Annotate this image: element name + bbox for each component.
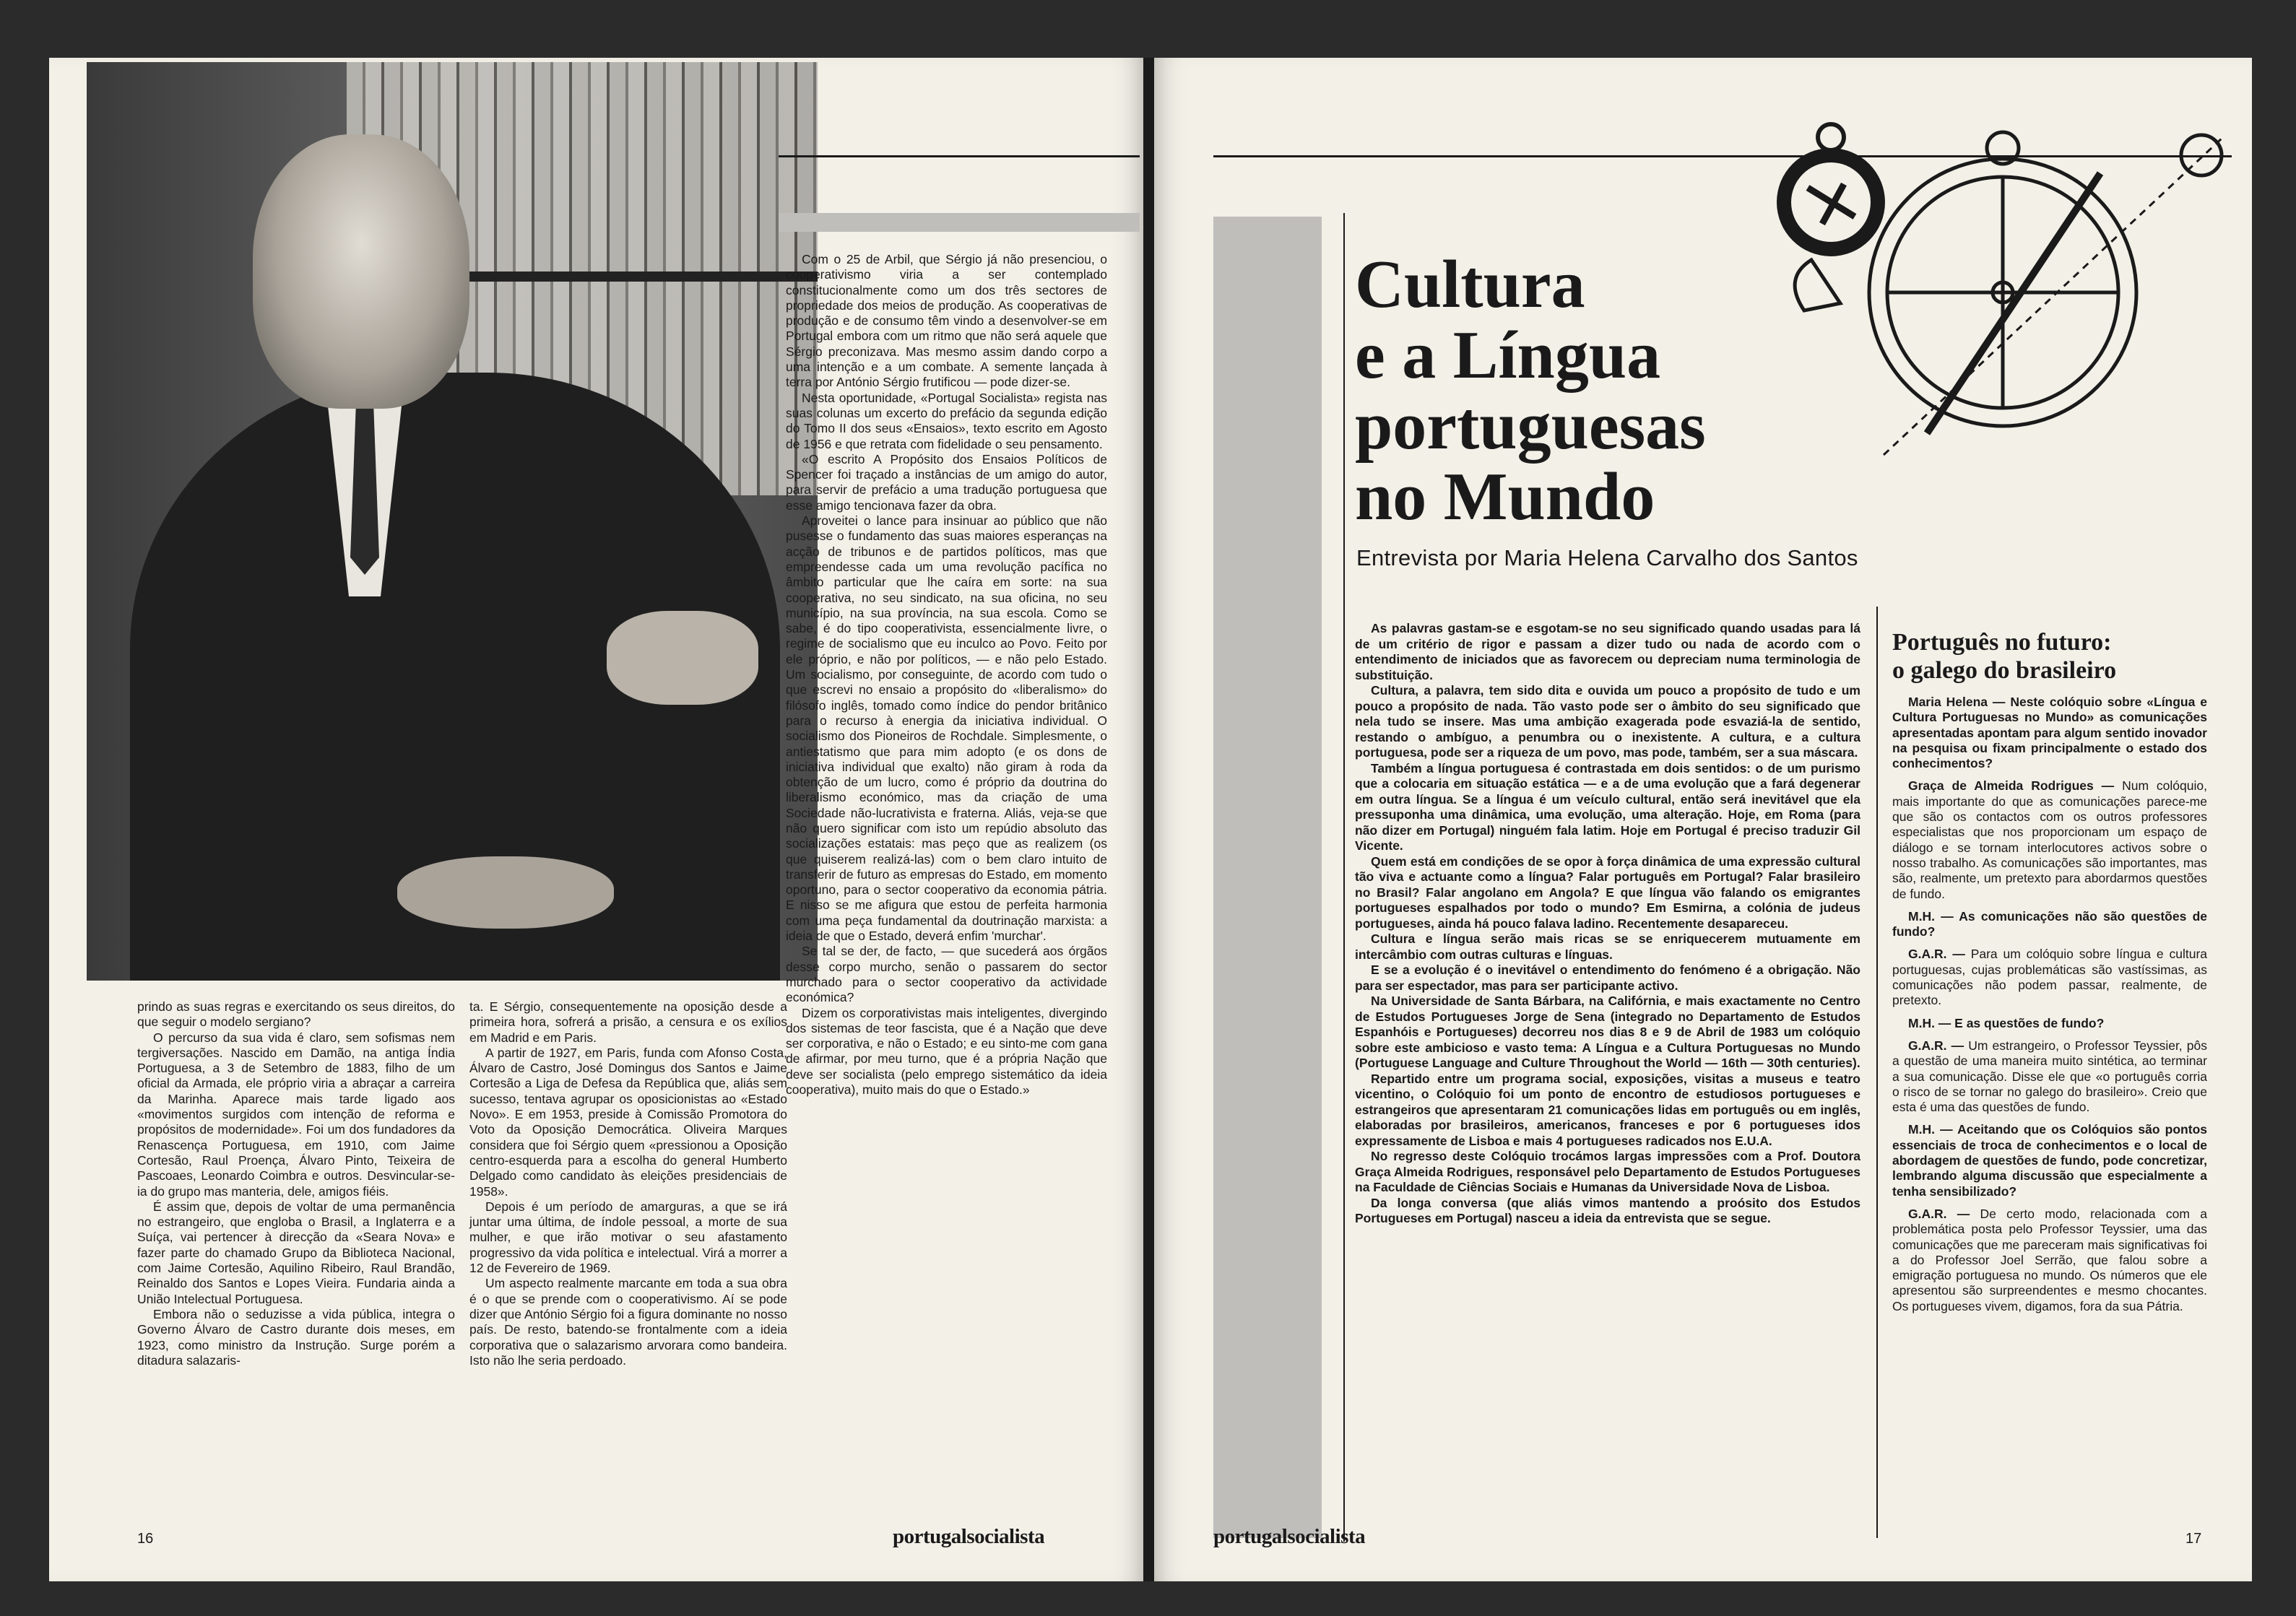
page-number: 17 xyxy=(2185,1531,2202,1547)
paragraph: E se a evolução é o inevitável o entendimento do fenómeno é a obrigação. Não para ser espectador, mas para ser participante activo. xyxy=(1355,963,1860,993)
paragraph: Dizem os corporativistas mais inteligentes, divergindo dos sistemas de teor fascista, que é a Nação que deve ser corporativa, e não o Estado; e eu sinto-me com gana de afirmar, por meu turno, que é a própria Nação que deve ser socialista (pelo emprego sistemático da ideia cooperativa), muito mais do que o Estado.» xyxy=(786,1005,1107,1098)
interview-paragraph xyxy=(1892,1038,2207,1115)
speaker-text: M.H. — Aceitando que os Colóquios são pontos essenciais de troca de conhecimentos e o local de abordagem de questões de fundo, pode concretizar, lembrando alguma discussão que especialmente a tenha sensibilizado? xyxy=(1892,1122,2207,1199)
divider-line xyxy=(1343,213,1345,1542)
left-page xyxy=(49,58,1143,1581)
page-number: 16 xyxy=(137,1531,154,1547)
paragraph: Com o 25 de Arbil, que Sérgio já não presenciou, o cooperativismo viria a ser contemplado constitucionalmente como um dos três sectores de propriedade dos meios de produção. As cooperativas de produção e de consumo têm vindo a desenvolver-se em Portugal embora com um ritmo que não será aquele que Sérgio preconizava. Mas mesmo assim dando corpo a uma intenção e a um combate. A semente lançada à terra por António Sérgio frutificou — pode dizer-se. xyxy=(786,252,1107,390)
binding-gutter xyxy=(1143,58,1154,1581)
main-column xyxy=(1355,621,1860,1227)
article-title xyxy=(1355,249,1706,532)
byline: Entrevista por Maria Helena Carvalho dos Santos xyxy=(1356,545,1858,570)
paragraph: prindo as suas regras e exercitando os seus direitos, do que seguir o modelo sergiano? xyxy=(137,999,455,1030)
title-line: Cultura xyxy=(1355,247,1585,322)
answer-text: Num colóquio, mais importante do que as comunicações parece-me que são os contactos com os outros professores especialistas que nos proporcionam um espaço de diálogo e se tornam interlocutores activos sobre o nosso trabalho. As comunicações são importantes, mas são, realmente, um pretexto para abordarmos questões de fundo. xyxy=(1892,778,2207,901)
interview-paragraph xyxy=(1892,1122,2207,1199)
left-column-1 xyxy=(137,999,455,1368)
speaker-text: M.H. — E as questões de fundo? xyxy=(1908,1015,2105,1030)
paragraph: No regresso deste Colóquio trocámos largas impressões com a Prof. Doutora Graça Almeida Rodrigues, responsável pelo Departamento de Estudos Portugueses na Faculdade de Ciências Sociais e Humanas da Universidade Nova de Lisboa. xyxy=(1355,1149,1860,1194)
speaker-text: G.A.R. — xyxy=(1908,1206,1970,1221)
interview-paragraph xyxy=(1892,1016,2207,1031)
paragraph: Aproveitei o lance para insinuar ao público que não pusesse o fundamento das suas maiores esperanças na acção de tribunos e de partidos políticos, mas que empreendesse cada um uma revolução pacífica no âmbito particular que lhe caíra em sorte: na sua cooperativa, no seu sindicato, na sua oficina, no seu município, na sua província, na sua escola. Como se sabe, é do tipo cooperativista, essencialmente livre, o regime de socialismo que eu inculco ao Povo. Feito por ele próprio, e não por políticos, — e não pelo Estado. Um socialismo, por conseguinte, de acordo com tudo o que escrevi no ensaio a propósito do «liberalismo» do filósofo inglês, tomado como índice do pendor britânico para o recurso à energia da iniciativa individual. O socialismo dos Pioneiros de Rochdale. Simplesmente, o antiestatismo que para mim adopto (e os dons de iniciativa individual que exalto) não giram à roda da obtenção de um lucro, como é próprio da doutrina do liberalismo económico, mas da criação de uma Sociedade não-lucrativista e fraterna. Aliás, veja-se que não quero significar com isto um repúdio absoluto das socializações estatais: mas peço que as realizem (os que quiserem realizá-las) com o bem claro intuito de transferir de futuro as empresas do Estado, em momento oportuno, para o sector cooperativo da economia pátria. E nisso se me afigura que estou de perfeita harmonia com uma peça fundamental da doutrinação marxista: a ideia de que o Estado, deverá enfim 'murchar'. xyxy=(786,513,1107,944)
gray-side-bar xyxy=(1213,217,1322,1538)
interview-paragraph xyxy=(1892,695,2207,771)
speaker-text: G.A.R. — xyxy=(1908,1038,1964,1053)
paragraph: Cultura, a palavra, tem sido dita e ouvida um pouco a propósito de tudo e um pouco a propósito de nada. Tão vasto pode ser o âmbito do seu significado que nela tudo se insere. Mas uma ambição exagerada pode esvaziá-la de sentido, restando o ambíguo, a penumbra ou o inexistente. A cultura, e a cultura portuguesa, pode ser a riqueza de um povo, mas pode, também, ser a sua máscara. xyxy=(1355,683,1860,760)
interview-paragraph xyxy=(1892,909,2207,940)
paragraph: As palavras gastam-se e esgotam-se no seu significado quando usadas para lá de um critério de rigor e passam a dizer tudo ou nada de acordo com o entendimento de iniciados que as favorecem ou depreciam numa terminologia de substituição. xyxy=(1355,621,1860,682)
interview-paragraph xyxy=(1892,1207,2207,1314)
paragraph: O percurso da sua vida é claro, sem sofismas nem tergiversações. Nascido em Damão, na antiga Índia Portuguesa, a 3 de Setembro de 1883, filho de um oficial da Armada, ele próprio viria a abraçar a carreira da Marinha. Aparece mais tarde ligado aos «movimentos surgidos com intenção de reforma e propósitos de modernidade». Foi um dos fundadores da Renascença Portuguesa, em 1910, com Jaime Cortesão, Raul Proença, Álvaro Pinto, Teixeira de Pascoaes, Leonardo Coimbra e outros. Desvincular-se-ia do grupo mas manteria, dele, amigos fiéis. xyxy=(137,1030,455,1199)
paragraph: Um aspecto realmente marcante em toda a sua obra é o que se prende com o cooperativismo. Aí se pode dizer que António Sérgio foi a figura dominante no nosso país. De resto, batendo-se frontalmente com a ideia corporativa que o salazarismo arvorara como bandeira. Isto não lhe seria perdoado. xyxy=(469,1276,787,1368)
paragraph: Depois é um período de amarguras, a que se irá juntar uma última, de índole pessoal, a morte de sua mulher, e que irão motivar o seu afastamento progressivo da vida política e intelectual. Virá a morrer a 12 de Fevereiro de 1969. xyxy=(469,1199,787,1276)
paragraph: Também a língua portuguesa é contrastada em dois sentidos: o de um purismo que a colocaria em situação estática — e a de uma evolução que a fará degenerar em outra língua. Se a língua é um veículo cultural, então será inevitável que ela pressuponha uma dinâmica, uma evolução, uma alteração. Hoje, em Roma (para não dizer em Portugal) ninguém fala latim. Hoje em Portugal é preciso traduzir Gil Vicente. xyxy=(1355,760,1860,853)
side-heading xyxy=(1892,628,2116,685)
left-column-2 xyxy=(469,999,787,1368)
title-line: no Mundo xyxy=(1355,459,1655,534)
interview-column xyxy=(1892,695,2207,1321)
astrolabe-illustration xyxy=(1754,116,2252,578)
answer-text: Um estrangeiro, o Professor Teyssier, pôs a questão de uma maneira muito sintética, ao terminar a sua comunicação. Disse ele que «o português corria o risco de se tornar no galego do brasileiro». Creio que esta é uma das questões de fundo. xyxy=(1892,1038,2207,1115)
speaker-text: Maria Helena — Neste colóquio sobre «Língua e Cultura Portuguesas no Mundo» as comunicações apresentadas apontam para algum sentido inovador na pesquisa ou fixam principalmente o estado dos conhecimentos? xyxy=(1892,695,2207,771)
paragraph: «O escrito A Propósito dos Ensaios Políticos de Spencer foi traçado a instâncias de um amigo do autor, para servir de prefácio a uma tradução portuguesa que esse amigo tencionava fazer da obra. xyxy=(786,451,1107,513)
paragraph: Repartido entre um programa social, exposições, visitas a museus e teatro vicentino, o Colóquio foi um ponto de encontro de estudiosos portugueses e estrangeiros que apresentaram 21 comunicações lidas em português ou em inglês, elaboradas por brasileiros, americanos, franceses e por 6 portugueses idos expressamente de Lisboa e mais 4 portugueses radicados nos E.U.A. xyxy=(1355,1071,1860,1148)
side-heading-line: o galego do brasileiro xyxy=(1892,657,2117,684)
paragraph: Quem está em condições de se opor à força dinâmica de uma expressão cultural tão viva e actuante como a língua? Falar português em Portugal? Falar brasileiro no Brasil? Falar angolano em Angola? E que língua vão falando os emigrantes portugueses espalhados por todo o mundo? Em Esmirna, a colónia de judeus portugueses, ainda há pouco falava ladino. Recentemente desapareceu. xyxy=(1355,853,1860,931)
speaker-text: G.A.R. — xyxy=(1908,947,1965,962)
gray-bar xyxy=(779,213,1140,232)
title-line: portuguesas xyxy=(1355,388,1706,464)
speaker-text: Graça de Almeida Rodrigues — xyxy=(1908,778,2115,794)
interview-paragraph xyxy=(1892,947,2207,1008)
paragraph: Da longa conversa (que aliás vimos mantendo a proósito dos Estudos Portugueses em Portugal) nasceu a ideia da entrevista que se segue. xyxy=(1355,1195,1860,1225)
paragraph: Nesta oportunidade, «Portugal Socialista» regista nas suas colunas um excerto do prefácio da segunda edição do Tomo II dos seus «Ensaios», texto escrito em Agosto de 1956 e que retrata com fidelidade o seu pensamento. xyxy=(786,390,1107,451)
paragraph: Se tal se der, de facto, — que sucederá aos órgãos desse corpo murcho, senão o passarem do sector murchado para o sector cooperativo da actividade económica? xyxy=(786,944,1107,1005)
paragraph: A partir de 1927, em Paris, funda com Afonso Costa, Álvaro de Castro, José Domingus dos Santos e Jaime Cortesão a Liga de Defesa da República que, aliás sem sucesso, tentava agrupar os oposicionistas ao «Estado Novo». E em 1953, preside à Comissão Promotora do Voto da Oposição Democrática. Oliveira Marques considera que foi Sérgio quem «pressionou a Oposição centro-esquerda para a escolha do general Humberto Delgado como candidato às eleições presidenciais de 1958». xyxy=(469,1045,787,1199)
portrait-photo xyxy=(87,62,818,981)
column-divider xyxy=(1876,607,1878,1538)
side-heading-line: Português no futuro: xyxy=(1892,629,2112,656)
paragraph: Embora não o seduzisse a vida pública, integra o Governo Álvaro de Castro durante dois meses, em 1923, como ministro da Instrução. Surge porém a ditadura salazaris- xyxy=(137,1306,455,1368)
right-page xyxy=(1154,58,2252,1581)
masthead: portugalsocialista xyxy=(1213,1525,1366,1548)
left-column-3 xyxy=(786,252,1107,1098)
answer-text: Para um colóquio sobre língua e cultura portuguesas, cujas problemáticas são vastíssimas, as comunicações não podem passar, realmente, de pretexto. xyxy=(1892,947,2208,1008)
masthead: portugalsocialista xyxy=(893,1525,1045,1548)
title-line: e a Língua xyxy=(1355,318,1661,393)
paragraph: Na Universidade de Santa Bárbara, na Califórnia, e mais exactamente no Centro de Estudos Portugueses Jorge de Sena (integrado no Departamento de Estudos Espanhóis e Portugueses) decorreu nos dias 8 e 9 de Abril de 1983 um colóquio sobre este ambicioso e vasto tema: A Língua e a Cultura Portuguesas no Mundo (Portuguese Language and Culture Throughout the World — 16th — 30th centuries). xyxy=(1355,994,1860,1070)
paragraph: Cultura e língua serão mais ricas se se enriquecerem mutuamente em intercâmbio com outras culturas e línguas. xyxy=(1355,931,1860,962)
paragraph: ta. E Sérgio, consequentemente na oposição desde a primeira hora, sofrerá a prisão, a censura e os exílios em Madrid e em Paris. xyxy=(469,999,787,1045)
top-rule xyxy=(779,155,1140,157)
speaker-text: M.H. — As comunicações não são questões de fundo? xyxy=(1892,908,2207,939)
interview-paragraph xyxy=(1892,778,2207,901)
paragraph: É assim que, depois de voltar de uma permanência no estrangeiro, que engloba o Brasil, a Inglaterra e a Suíça, vai pertencer à direcção da «Seara Nova» e fazer parte do chamado Grupo da Biblioteca Nacional, com Jaime Cortesão, Aquilino Ribeiro, Raul Brandão, Reinaldo dos Santos e Lopes Vieira. Fundaria ainda a União Intelectual Portuguesa. xyxy=(137,1199,455,1306)
answer-text: De certo modo, relacionada com a problemática posta pelo Professor Teyssier, uma das comunicações que me pareceram mais significativas foi a do Professor Joel Serrão, que falou sobre a emigração portuguesa no mundo. Os números que ele apresentou são surpreendentes e mesmo chocantes. Os portugueses vivem, digamos, fora da sua Pátria. xyxy=(1892,1206,2207,1313)
